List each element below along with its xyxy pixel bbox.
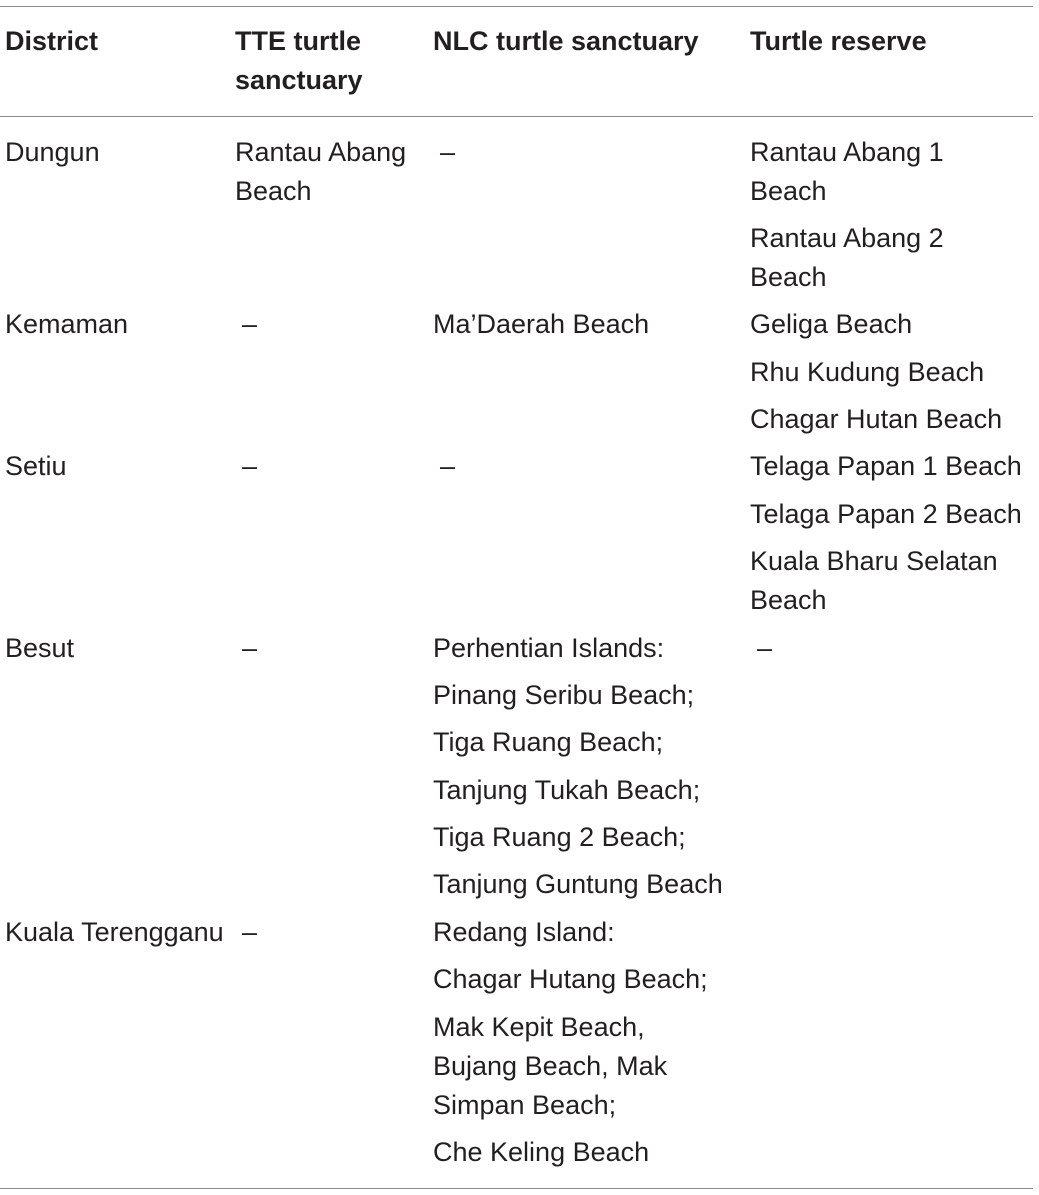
cell-tte-dungun-line2: Beach xyxy=(235,176,312,206)
cell-district-besut: Besut xyxy=(5,633,75,663)
cell-nlc-kt-3 xyxy=(433,1008,667,1125)
cell-nlc-kemaman: Ma’Daerah Beach xyxy=(433,309,650,339)
cell-reserve-dungun-1 xyxy=(750,133,944,211)
header-tte-line1: TTE turtle xyxy=(235,26,361,56)
cell-nlc-kt-1: Redang Island: xyxy=(433,917,615,947)
cell-district-kemaman: Kemaman xyxy=(5,309,129,339)
cell-tte-setiu: – xyxy=(242,451,258,481)
cell-tte-dungun-line1: Rantau Abang xyxy=(235,137,407,167)
cell-reserve-setiu-3-line2: Beach xyxy=(750,585,827,615)
cell-nlc-besut-3: Tiga Ruang Beach; xyxy=(433,727,664,757)
cell-reserve-dungun-2-line2: Beach xyxy=(750,262,827,292)
cell-tte-dungun xyxy=(235,133,406,211)
cell-nlc-kt-2: Chagar Hutang Beach; xyxy=(433,964,708,994)
cell-nlc-setiu: – xyxy=(440,451,456,481)
cell-nlc-besut-4: Tanjung Tukah Beach; xyxy=(433,775,701,805)
cell-reserve-dungun-1-line2: Beach xyxy=(750,176,827,206)
cell-nlc-kt-3-line3: Simpan Beach; xyxy=(433,1090,617,1120)
header-district: District xyxy=(5,26,99,56)
cell-nlc-besut-2: Pinang Seribu Beach; xyxy=(433,680,695,710)
cell-reserve-besut: – xyxy=(757,633,773,663)
header-turtle-reserve: Turtle reserve xyxy=(750,26,927,56)
cell-district-dungun: Dungun xyxy=(5,137,100,167)
cell-nlc-kt-4: Che Keling Beach xyxy=(433,1137,650,1167)
cell-tte-kuala-terengganu: – xyxy=(242,917,258,947)
cell-reserve-setiu-3-line1: Kuala Bharu Selatan xyxy=(750,546,998,576)
header-tte-sanctuary xyxy=(235,22,363,100)
cell-district-setiu: Setiu xyxy=(5,451,67,481)
cell-tte-kemaman: – xyxy=(242,309,258,339)
cell-nlc-besut-6: Tanjung Guntung Beach xyxy=(433,869,723,899)
cell-district-kuala-terengganu: Kuala Terengganu xyxy=(5,917,224,947)
rule-header xyxy=(0,116,1033,117)
cell-reserve-setiu-2: Telaga Papan 2 Beach xyxy=(750,499,1022,529)
cell-nlc-kt-3-line2: Bujang Beach, Mak xyxy=(433,1051,668,1081)
cell-reserve-kemaman-3: Chagar Hutan Beach xyxy=(750,404,1003,434)
cell-reserve-dungun-2-line1: Rantau Abang 2 xyxy=(750,223,944,253)
header-tte-line2: sanctuary xyxy=(235,65,363,95)
cell-reserve-setiu-3 xyxy=(750,542,998,620)
cell-reserve-setiu-1: Telaga Papan 1 Beach xyxy=(750,451,1022,481)
cell-reserve-kemaman-2: Rhu Kudung Beach xyxy=(750,357,985,387)
cell-reserve-dungun-2 xyxy=(750,219,944,297)
header-nlc-sanctuary: NLC turtle sanctuary xyxy=(433,26,699,56)
cell-nlc-besut-1: Perhentian Islands: xyxy=(433,633,665,663)
cell-reserve-kemaman-1: Geliga Beach xyxy=(750,309,913,339)
cell-tte-besut: – xyxy=(242,633,258,663)
cell-nlc-dungun: – xyxy=(440,137,456,167)
cell-reserve-dungun-1-line1: Rantau Abang 1 xyxy=(750,137,944,167)
rule-top xyxy=(0,6,1033,7)
cell-nlc-kt-3-line1: Mak Kepit Beach, xyxy=(433,1012,645,1042)
rule-bottom xyxy=(0,1188,1033,1189)
cell-nlc-besut-5: Tiga Ruang 2 Beach; xyxy=(433,822,686,852)
